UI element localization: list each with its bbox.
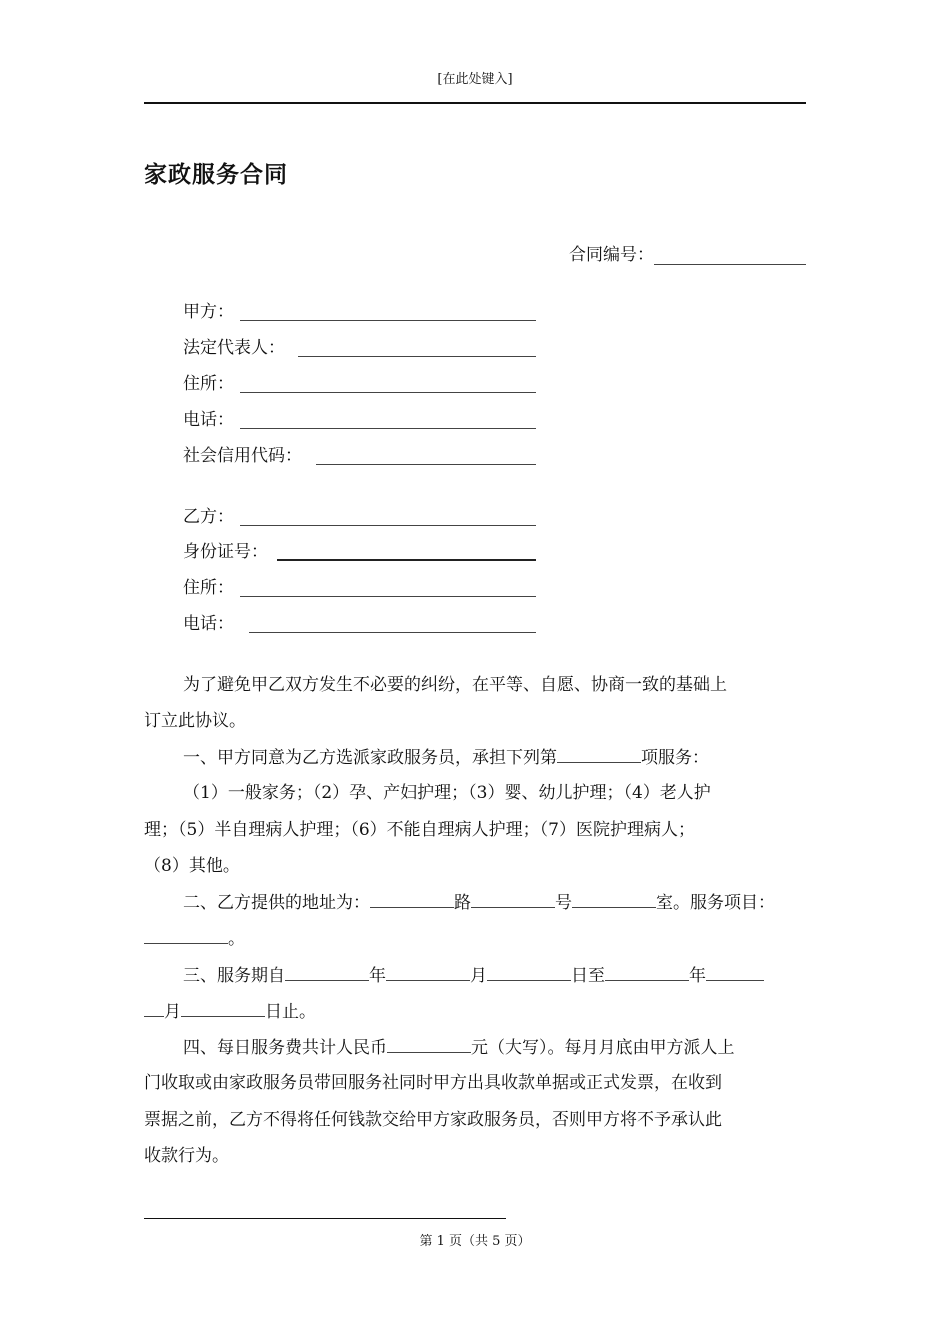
- service-item-blank[interactable]: [144, 926, 228, 944]
- party-b-phone-label: 电话：: [183, 614, 234, 634]
- number-label: 号: [555, 893, 572, 913]
- end-year-label: 年: [689, 966, 706, 986]
- intro-line-1: 为了避免甲乙双方发生不必要的纠纷，在平等、自愿、协商一致的基础上: [183, 675, 727, 695]
- end-year-blank[interactable]: [605, 963, 689, 981]
- service-list-line-1: （1）一般家务；（2）孕、产妇护理；（3）婴、幼儿护理；（4）老人护: [183, 783, 711, 803]
- party-a-phone-blank[interactable]: [240, 428, 536, 429]
- party-a-name-blank[interactable]: [240, 320, 536, 321]
- party-b-phone-blank[interactable]: [249, 632, 536, 633]
- number-blank[interactable]: [471, 890, 555, 908]
- clause-1-text: 一、甲方同意为乙方选派家政服务员，承担下列第: [183, 748, 557, 768]
- clause-3: [183, 963, 764, 988]
- party-b-id-blank[interactable]: [277, 559, 536, 561]
- contract-number-field: [569, 240, 806, 265]
- party-a-name-label: 甲方：: [183, 302, 234, 322]
- start-month-label: 月: [470, 966, 487, 986]
- end-month-label: 月: [164, 1002, 181, 1022]
- footer-rule: [144, 1218, 506, 1219]
- clause-1: [183, 745, 709, 770]
- clause-2: [183, 890, 775, 915]
- service-list-line-2: 理；（5）半自理病人护理；（6）不能自理病人护理；（7）医院护理病人；: [144, 820, 695, 840]
- start-month-blank[interactable]: [386, 963, 470, 981]
- party-a-credit-label: 社会信用代码：: [183, 446, 302, 466]
- party-a-phone-label: 电话：: [183, 410, 234, 430]
- road-label: 路: [454, 893, 471, 913]
- end-month-blank-cont[interactable]: [144, 999, 164, 1017]
- clause-4: [183, 1035, 735, 1060]
- clause-4-line-4: 收款行为。: [144, 1146, 229, 1166]
- end-day-blank[interactable]: [181, 999, 265, 1017]
- party-b-address-blank[interactable]: [240, 596, 536, 597]
- party-a-address-blank[interactable]: [240, 392, 536, 393]
- clause-3-line-2: [144, 999, 316, 1024]
- party-b-name-blank[interactable]: [240, 525, 536, 526]
- clause-4-line-2: 门收取或由家政服务员带回服务社同时甲方出具收款单据或正式发票，在收到: [144, 1073, 722, 1093]
- end-month-blank-start[interactable]: [706, 963, 764, 981]
- intro-line-2: 订立此协议。: [144, 711, 246, 731]
- clause-4-text: 四、每日服务费共计人民币: [183, 1038, 387, 1058]
- clause-2-end: 。: [228, 929, 245, 949]
- start-day-label: 日至: [571, 966, 605, 986]
- daily-fee-blank[interactable]: [387, 1035, 471, 1053]
- end-day-label: 日止。: [265, 1002, 316, 1022]
- start-day-blank[interactable]: [487, 963, 571, 981]
- clause-3-text: 三、服务期自: [183, 966, 285, 986]
- party-a-rep-label: 法定代表人：: [183, 338, 285, 358]
- document-title: 家政服务合同: [144, 161, 288, 188]
- party-a-address-label: 住所：: [183, 374, 234, 394]
- page-header: [在此处键入]: [437, 72, 513, 87]
- service-number-blank[interactable]: [557, 745, 641, 763]
- party-b-address-label: 住所：: [183, 578, 234, 598]
- clause-1-text-end: 项服务：: [641, 748, 709, 768]
- clause-2-text: 二、乙方提供的地址为：: [183, 893, 370, 913]
- clause-2-line-2: [144, 926, 245, 951]
- road-blank[interactable]: [370, 890, 454, 908]
- room-label: 室。服务项目：: [656, 893, 775, 913]
- room-blank[interactable]: [572, 890, 656, 908]
- clause-4-text-end: 元（大写）。每月月底由甲方派人上: [471, 1038, 735, 1058]
- start-year-label: 年: [369, 966, 386, 986]
- party-a-rep-blank[interactable]: [298, 356, 536, 357]
- contract-number-label: 合同编号：: [569, 245, 654, 265]
- clause-4-line-3: 票据之前，乙方不得将任何钱款交给甲方家政服务员，否则甲方将不予承认此: [144, 1110, 722, 1130]
- party-b-id-label: 身份证号：: [183, 542, 268, 562]
- party-b-name-label: 乙方：: [183, 507, 234, 527]
- service-list-line-3: （8）其他。: [144, 856, 240, 876]
- contract-number-blank[interactable]: [654, 246, 806, 265]
- page-number: 第 1 页（共 5 页）: [419, 1234, 531, 1249]
- party-a-credit-blank[interactable]: [316, 464, 536, 465]
- header-rule: [144, 102, 806, 104]
- start-year-blank[interactable]: [285, 963, 369, 981]
